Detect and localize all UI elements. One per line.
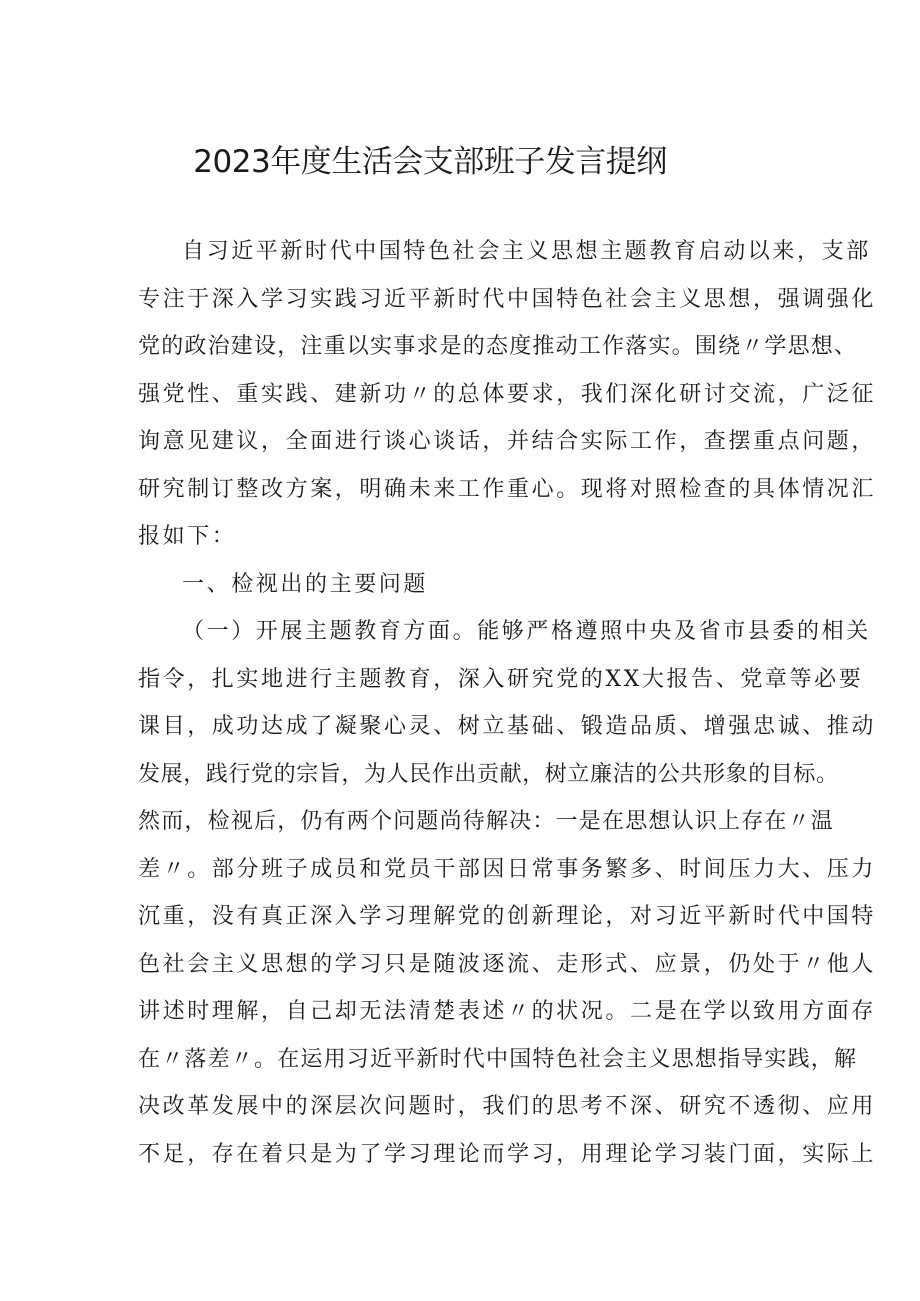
paragraph-line: 自习近平新时代中国特色社会主义思想主题教育启动以来，支部 bbox=[182, 239, 871, 264]
paragraph-line: 课目，成功达成了凝聚心灵、树立基础、锻造品质、增强忠诚、推动 bbox=[138, 714, 877, 739]
paragraph-line: 专注于深入学习实践习近平新时代中国特色社会主义思想，强调强化 bbox=[138, 286, 877, 312]
paragraph-line: （一）开展主题教育方面。能够严格遵照中央及省市县委的相关 bbox=[182, 619, 871, 644]
section-heading: 一、检视出的主要问题 bbox=[182, 571, 429, 597]
document-title: 2023年度生活会支部班子发言提纲 bbox=[193, 144, 667, 180]
paragraph-line: 发展，践行党的宗旨，为人民作出贡献，树立廉洁的公共形象的目标。 bbox=[138, 761, 839, 787]
paragraph-line: 指令，扎实地进行主题教育，深入研究党的XX大报告、党章等必要 bbox=[138, 666, 864, 692]
document-body bbox=[138, 228, 877, 1178]
paragraph-line: 党的政治建设，注重以实事求是的态度推动工作落实。围绕〃学思想、 bbox=[138, 334, 858, 359]
paragraph-line: 色社会主义思想的学习只是随波逐流、走形式、应景，仍处于〃他人 bbox=[138, 951, 877, 977]
paragraph-line: 决改革发展中的深层次问题时，我们的思考不深、研究不透彻、应用 bbox=[138, 1094, 877, 1119]
paragraph-line: 询意见建议，全面进行谈心谈话，并结合实际工作，查摆重点问题， bbox=[138, 429, 877, 454]
paragraph-line: 然而，检视后，仍有两个问题尚待解决：一是在思想认识上存在〃温 bbox=[138, 809, 835, 834]
paragraph-line: 讲述时理解，自己却无法清楚表述〃的状况。二是在学以致用方面存 bbox=[138, 999, 877, 1024]
paragraph-line: 研究制订整改方案，明确未来工作重心。现将对照检查的具体情况汇 bbox=[138, 476, 877, 502]
paragraph-line: 在〃落差〃。在运用习近平新时代中国特色社会主义思想指导实践，解 bbox=[138, 1046, 858, 1072]
paragraph-line: 强党性、重实践、建新功〃的总体要求，我们深化研讨交流，广泛征 bbox=[138, 381, 877, 407]
paragraph-line: 差〃。部分班子成员和党员干部因日常事务繁多、时间压力大、压力 bbox=[138, 856, 877, 882]
paragraph-line: 沉重，没有真正深入学习理解党的创新理论，对习近平新时代中国特 bbox=[138, 904, 877, 929]
paragraph-line: 不足，存在着只是为了学习理论而学习，用理论学习装门面，实际上 bbox=[138, 1141, 877, 1167]
paragraph-line: 报如下： bbox=[138, 524, 237, 549]
